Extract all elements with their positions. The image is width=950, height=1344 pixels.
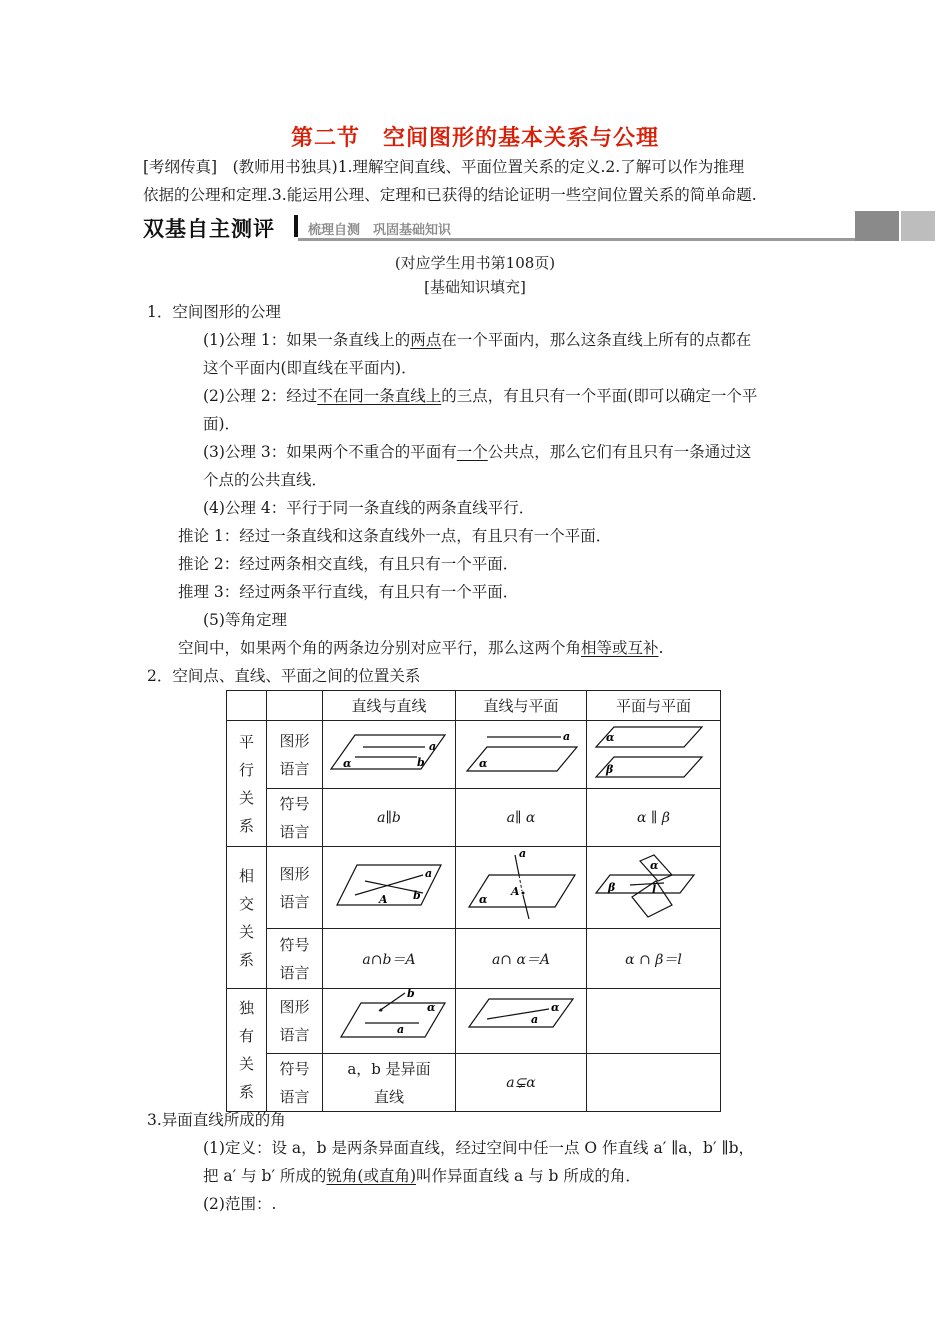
figure-ll-intersect [323,847,456,929]
table-row [227,929,721,989]
table-corner [227,691,267,721]
symbol-lp-intersect: a∩ α＝A [456,929,587,989]
s1-heading: 1．空间图形的公理 [147,303,281,321]
banner-block-light [901,211,935,241]
figure-pp-intersect [587,847,721,929]
svg-text:α: α [479,756,488,770]
range-line: (2)范围：. [203,1195,277,1213]
svg-text:A: A [379,892,388,906]
svg-text:b: b [413,888,421,902]
symbol-pp-parallel: α ∥ β [587,789,721,847]
svg-text:b: b [407,989,415,1000]
corollary-1: 推论 1：经过一条直线和这条直线外一点，有且只有一个平面． [178,527,612,545]
blank-answer: 一个 [456,443,488,461]
equal-angle-theorem: 空间中，如果两个角的两条边分别对应平行，那么这两个角相等或互补. [178,639,664,657]
figure-ll-parallel [323,721,456,789]
position-relation-table [226,690,721,1112]
table-row [227,1054,721,1112]
axiom-1: (1)公理 1：如果一条直线上的两点在一个平面内，那么这条直线上所有的点都在 [203,331,752,349]
axiom-1-cont: 这个平面内(即直线在平面内)． [203,359,417,377]
banner-title: 双基自主测评 [143,217,275,241]
symbol-ll-parallel: a∥b [323,789,456,847]
figure-pp-parallel [587,721,721,789]
svg-text:a: a [519,850,527,860]
row-label-graph: 图形 语言 [267,721,323,789]
svg-text:a: a [563,729,571,743]
axiom-2-cont: 面)． [203,415,241,433]
row-label-symbol: 符号 语言 [267,929,323,989]
row-label-graph: 图形 语言 [267,989,323,1054]
axiom-2: (2)公理 2：经过不在同一条直线上的三点，有且只有一个平面(即可以确定一个平 [203,387,758,405]
svg-text:α: α [479,892,488,906]
svg-text:l: l [651,882,656,896]
header-line-plane: 直线与平面 [456,691,587,721]
svg-text:a: a [429,739,437,753]
table-row [227,989,721,1054]
svg-text:α: α [551,1001,560,1014]
table-corner [267,691,323,721]
section-label: [基础知识填充] [424,278,526,296]
svg-text:a: a [397,1023,405,1036]
axiom-4: (4)公理 4：平行于同一条直线的两条直线平行． [203,499,535,517]
svg-text:α: α [343,756,352,770]
table-row [227,721,721,789]
group-intersect: 相 交 关 系 [227,847,267,989]
svg-text:a: a [425,866,433,880]
svg-text:A: A [511,884,520,898]
def-line-2: 把 a′ 与 b′ 所成的锐角(或直角)叫作异面直线 a 与 b 所成的角． [203,1167,641,1185]
figure-lp-contained [456,989,587,1054]
banner-subtitle: 梳理自测 巩固基础知识 [308,223,452,238]
svg-text:a: a [531,1013,539,1026]
svg-text:α: α [605,730,614,744]
intro-line-2: 依据的公理和定理.3.能运用公理、定理和已获得的结论证明一些空间位置关系的简单命题. [143,186,757,204]
banner-rule [298,238,858,241]
row-label-symbol: 符号 语言 [267,1054,323,1112]
svg-text:α: α [427,1001,436,1014]
empty-cell [587,1054,721,1112]
svg-text:b: b [417,755,425,769]
section-banner [143,211,935,241]
table-header-row [227,691,721,721]
group-parallel: 平 行 关 系 [227,721,267,847]
header-plane-plane: 平面与平面 [587,691,721,721]
s2-heading: 2．空间点、直线、平面之间的位置关系 [147,667,421,685]
symbol-lp-parallel: a∥ α [456,789,587,847]
banner-divider [294,215,298,237]
svg-text:β: β [607,880,615,894]
axiom-3: (3)公理 3：如果两个不重合的平面有一个公共点，那么它们有且只有一条通过这 [203,443,752,461]
blank-answer: 两点 [410,331,442,349]
s3-heading: 3.异面直线所成的角 [147,1111,286,1129]
blank-answer: 锐角(或直角) [326,1167,417,1185]
empty-cell [587,989,721,1054]
corollary-3: 推理 3：经过两条平行直线，有且只有一个平面． [178,583,519,601]
banner-block-dark [855,211,899,241]
row-label-symbol: 符号 语言 [267,789,323,847]
blank-answer: 不在同一条直线上 [317,387,442,405]
svg-text:β: β [605,762,613,776]
header-line-line: 直线与直线 [323,691,456,721]
intro-line-1: [考纲传真] (教师用书独具)1.理解空间直线、平面位置关系的定义.2.了解可以作为推理 [143,158,745,176]
group-unique: 独 有 关 系 [227,989,267,1112]
symbol-lp-contained: a⊊α [456,1054,587,1112]
page-title: 第二节 空间图形的基本关系与公理 [290,126,659,151]
blank-answer: 相等或互补 [581,639,659,657]
table-row [227,789,721,847]
symbol-ll-skew: a，b 是异面 直线 [323,1054,456,1112]
axiom-3-cont: 个点的公共直线． [203,471,328,489]
figure-lp-parallel [456,721,587,789]
corollary-2: 推论 2：经过两条相交直线，有且只有一个平面． [178,555,519,573]
symbol-pp-intersect: α ∩ β＝l [587,929,721,989]
table-row [227,847,721,929]
axiom-5: (5)等角定理 [203,611,287,629]
figure-ll-skew [323,989,456,1054]
book-reference: (对应学生用书第108页) [394,254,556,272]
svg-text:α: α [649,858,658,872]
figure-lp-intersect [456,847,587,929]
symbol-ll-intersect: a∩b＝A [323,929,456,989]
def-line-1: (1)定义：设 a，b 是两条异面直线，经过空间中任一点 O 作直线 a′ ∥a，b′ ∥b， [203,1139,755,1157]
row-label-graph: 图形 语言 [267,847,323,929]
